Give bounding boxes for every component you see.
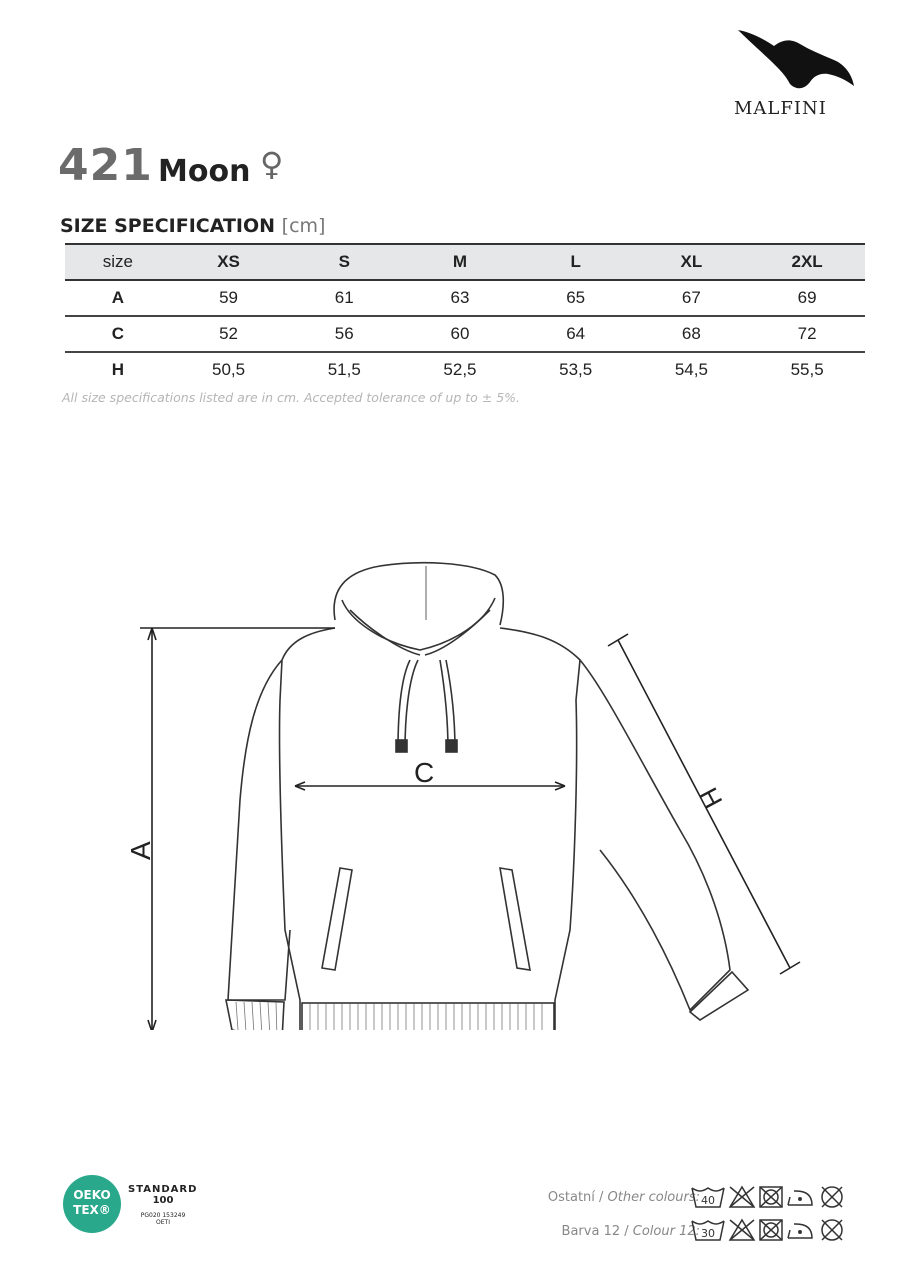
body-outline — [279, 628, 580, 1030]
care-prefix: Ostatní / — [547, 1190, 608, 1205]
header-cell: size — [65, 244, 171, 280]
table-cell: 52,5 — [443, 360, 477, 379]
header-cell: 2XL — [749, 244, 865, 280]
product-code: 421 — [58, 140, 153, 191]
pocket-left — [322, 868, 352, 970]
table-cell: 61 — [286, 280, 402, 316]
table-row — [65, 316, 865, 352]
header-cell: S — [286, 244, 402, 280]
hoodie-diagram — [100, 550, 820, 1030]
right-sleeve — [580, 660, 730, 1010]
table-cell: 64 — [518, 316, 634, 352]
svg-text:40: 40 — [701, 1194, 715, 1207]
table-row — [65, 352, 865, 387]
no-bleach-icon — [730, 1220, 754, 1240]
wash-tub-icon — [692, 1221, 724, 1240]
oeko-badge-line2: TEX® — [73, 1203, 111, 1217]
left-cuff — [226, 1000, 284, 1030]
product-name: Moon — [158, 154, 251, 189]
care-icons-other-colours — [690, 1183, 860, 1211]
spec-title — [60, 215, 325, 237]
table-cell: 63 — [402, 280, 518, 316]
row-label: C — [65, 316, 171, 352]
wash-tub-icon — [692, 1188, 724, 1207]
pocket-right — [500, 868, 530, 970]
care-label-colour-12 — [562, 1224, 700, 1239]
table-cell: 67 — [634, 280, 750, 316]
care-label: Other colours: — [607, 1190, 700, 1205]
table-cell: 72 — [749, 316, 865, 352]
table-cell: 65 — [518, 280, 634, 316]
oeko-tex-info — [128, 1184, 198, 1226]
label-h: H — [693, 782, 729, 814]
iron-icon — [788, 1191, 812, 1205]
table-cell: 68 — [634, 316, 750, 352]
header-cell: L — [518, 244, 634, 280]
drawstring-left — [398, 660, 410, 750]
no-tumble-dry-icon — [760, 1220, 782, 1240]
table-cell: 59 — [171, 280, 287, 316]
header-cell: XL — [634, 244, 750, 280]
row-label: A — [65, 280, 171, 316]
right-cuff — [690, 972, 748, 1020]
standard-number: 100 — [152, 1195, 174, 1206]
table-cell: 56 — [286, 316, 402, 352]
standard-label: STANDARD — [128, 1184, 198, 1195]
care-label-other-colours — [548, 1190, 700, 1205]
table-cell: 51,5 — [327, 360, 361, 379]
label-c: C — [414, 757, 435, 788]
care-icons-colour-12 — [690, 1216, 860, 1244]
drawstring-right — [440, 660, 448, 750]
eagle-icon — [730, 24, 860, 99]
no-dry-clean-icon — [822, 1220, 842, 1240]
spec-title-text: SIZE SPECIFICATION — [60, 215, 276, 237]
table-cell: 55,5 — [790, 360, 824, 379]
size-header-row — [65, 244, 865, 280]
header-cell: M — [402, 244, 518, 280]
table-cell: 54,5 — [674, 360, 708, 379]
brand-name: MALFINI — [734, 98, 827, 119]
tolerance-note: All size specifications listed are in cm. Accepted tolerance of up to ± 5%. — [62, 390, 521, 405]
care-prefix: Barva 12 / — [561, 1224, 633, 1239]
oeko-badge-line1: OEKO — [73, 1188, 111, 1202]
svg-text:30: 30 — [701, 1227, 715, 1240]
no-bleach-icon — [730, 1187, 754, 1207]
no-dry-clean-icon — [822, 1187, 842, 1207]
size-table — [65, 243, 865, 387]
table-cell: 69 — [749, 280, 865, 316]
hood-outline — [334, 563, 503, 625]
table-row — [65, 280, 865, 316]
row-label: H — [111, 360, 124, 379]
table-cell: 50,5 — [212, 360, 246, 379]
cert-number: PG020 153249 — [140, 1212, 186, 1219]
table-cell: 52 — [171, 316, 287, 352]
cert-institute: OETI — [156, 1219, 170, 1226]
header-cell: XS — [171, 244, 287, 280]
table-cell: 60 — [402, 316, 518, 352]
brand-logo — [730, 24, 860, 124]
care-label: Colour 12: — [632, 1224, 700, 1239]
no-tumble-dry-icon — [760, 1187, 782, 1207]
table-cell: 53,5 — [559, 360, 593, 379]
label-a: A — [125, 841, 156, 860]
female-icon: ♀ — [260, 145, 284, 183]
waistband — [302, 1003, 554, 1030]
oeko-tex-badge — [63, 1175, 121, 1233]
spec-unit: [cm] — [281, 215, 326, 237]
iron-icon — [788, 1224, 812, 1238]
